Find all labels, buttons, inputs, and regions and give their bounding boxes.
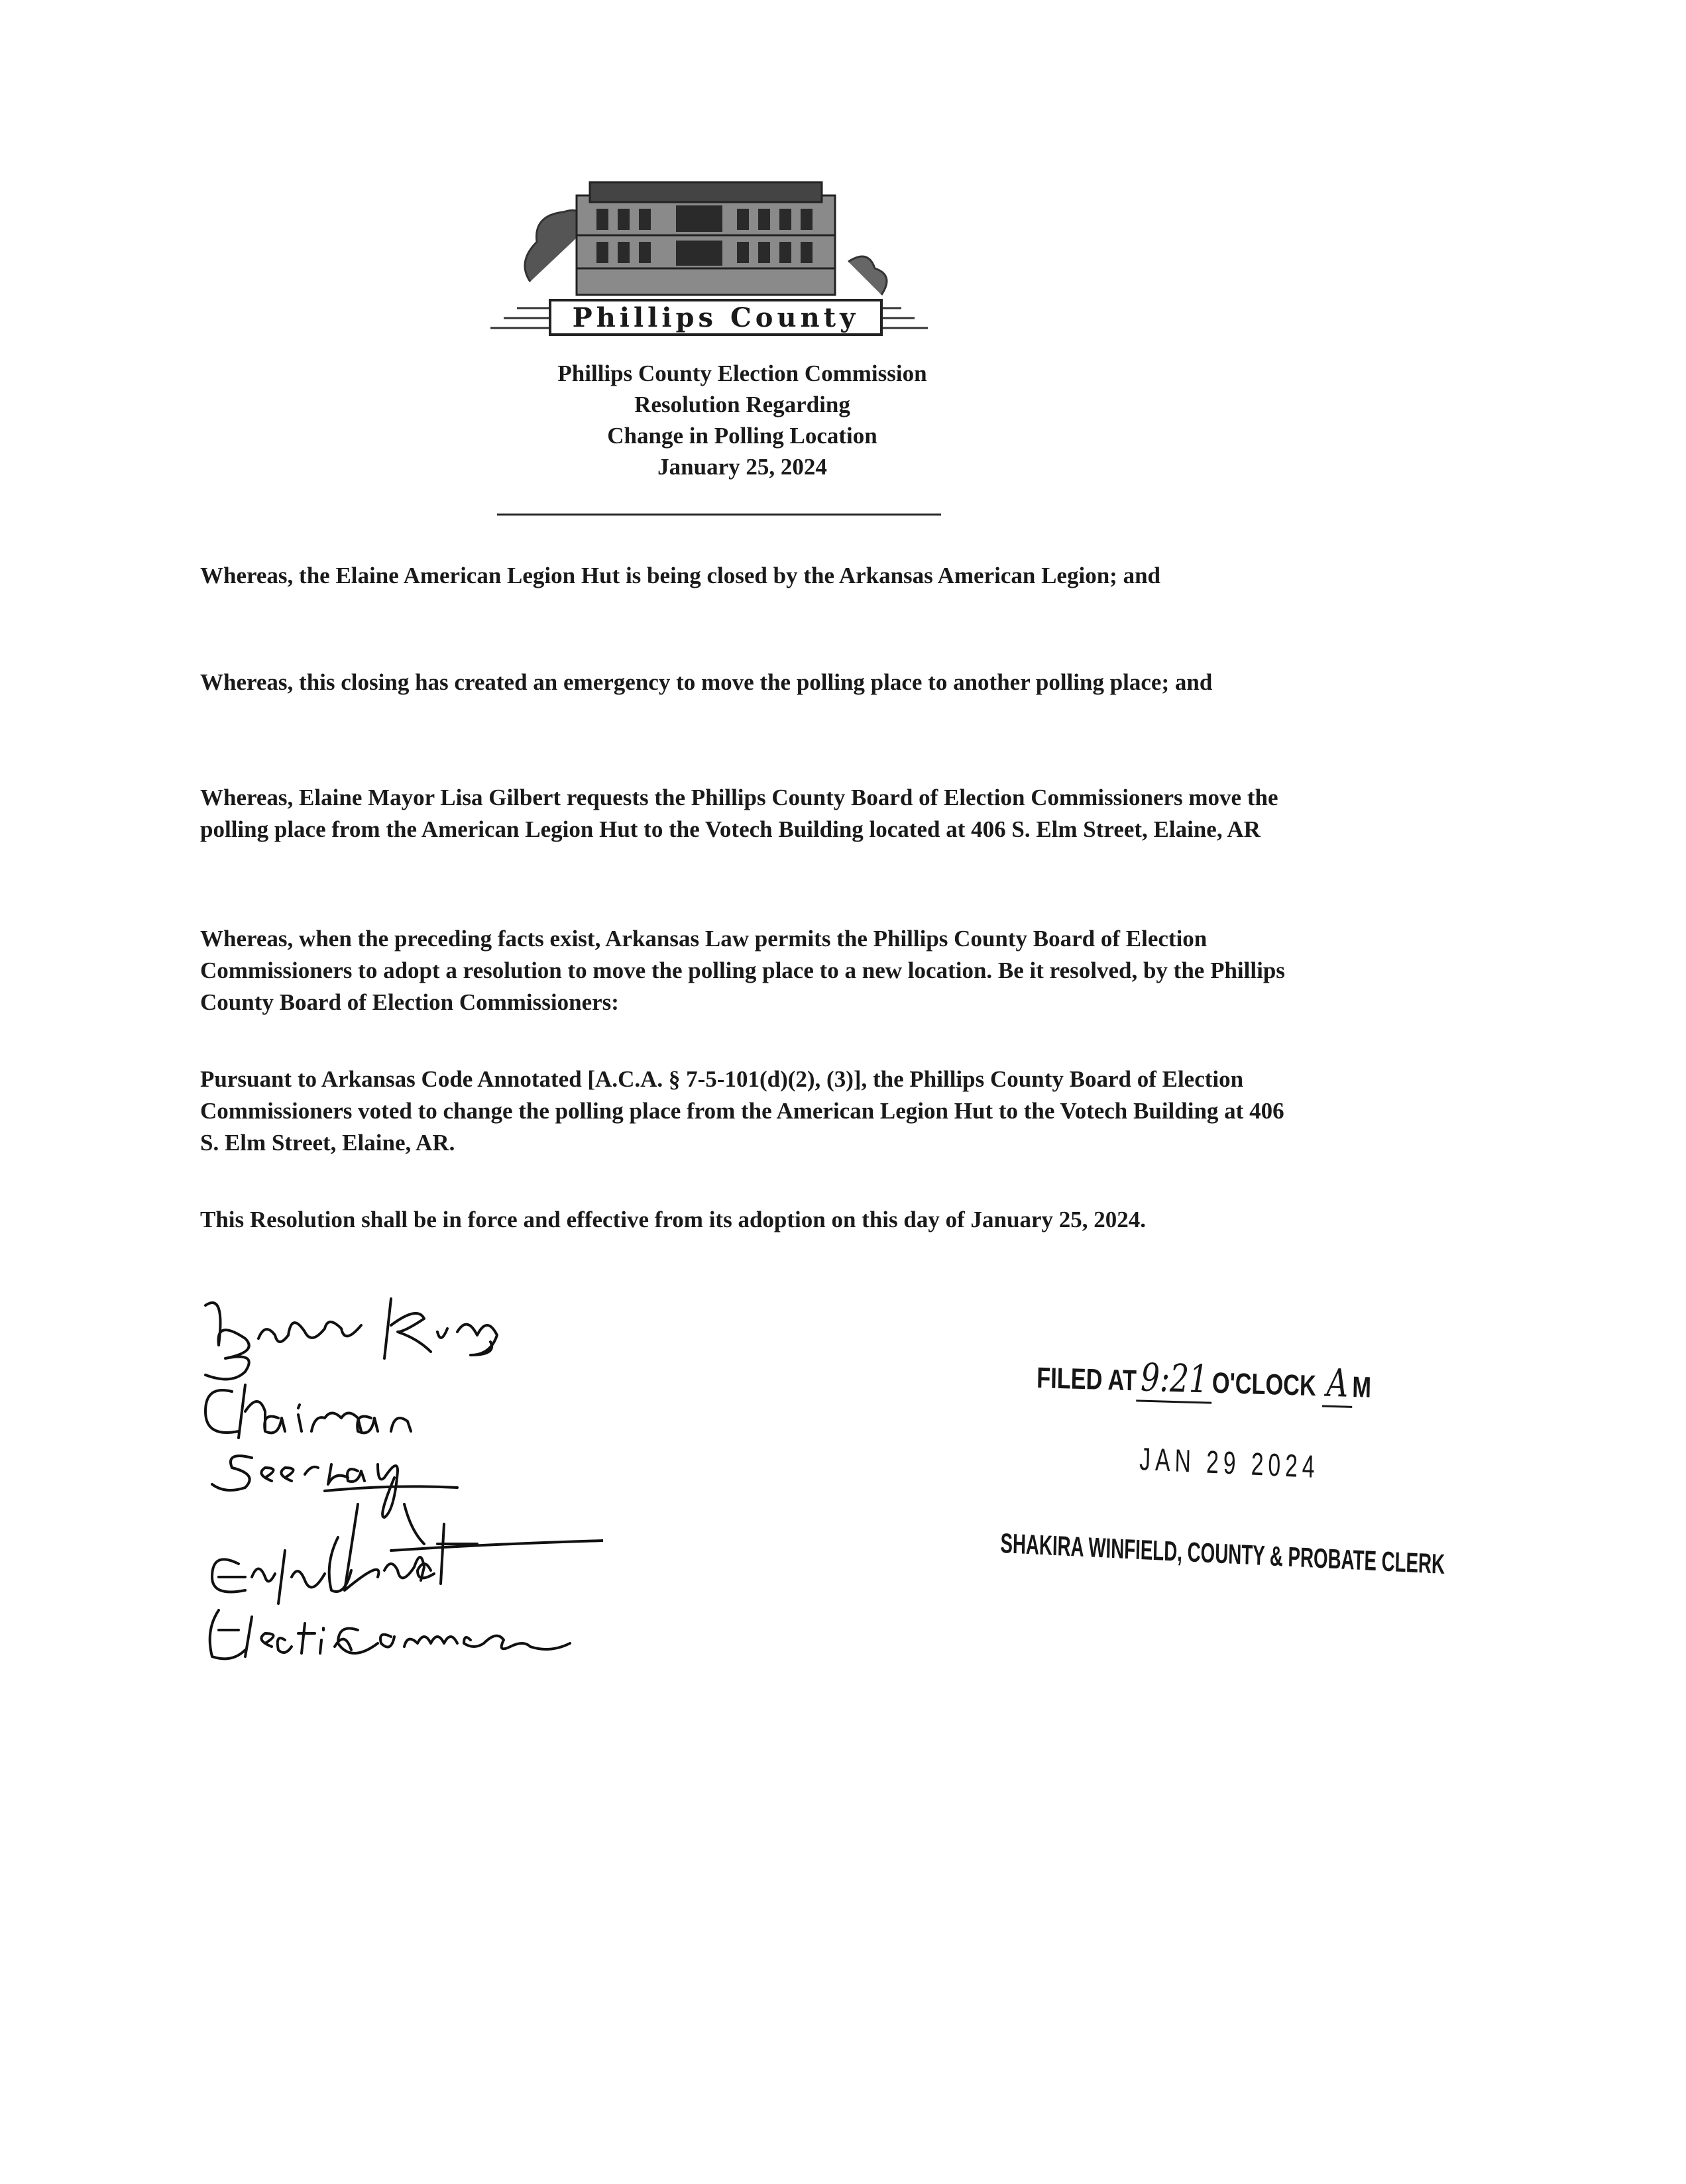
meridiem-handwritten: A — [1322, 1360, 1353, 1408]
paragraph-whereas-emergency: Whereas, this closing has created an emergency to move the polling place to another polling place; and — [200, 669, 1213, 695]
header-line-resolution: Resolution Regarding — [634, 392, 850, 417]
paragraph-pursuant: Pursuant to Arkansas Code Annotated [A.C.A. § 7-5-101(d)(2), (3)], the Phillips County Board of Election Commissioners voted to change the polling place from the American Legion Hut to the Votech Building at 406 S. Elm Street, Elaine, AR. — [200, 1066, 1284, 1156]
filed-time-handwritten: 9:21 — [1136, 1354, 1212, 1403]
oclock-label: O'CLOCK — [1211, 1366, 1317, 1403]
header-line-date: January 25, 2024 — [657, 454, 827, 480]
paragraph-effective: This Resolution shall be in force and effective from its adoption on this day of January 25, 2024. — [200, 1207, 1146, 1232]
signature-title-election-commissioner — [210, 1610, 570, 1659]
signature-evelyn-schmidt — [212, 1504, 603, 1604]
paragraph-whereas-request: Whereas, Elaine Mayor Lisa Gilbert requests the Phillips County Board of Election Commissioners move the polling place from the American Legion Hut to the Votech Building located at 406 S. Elm Street, Elaine, AR — [200, 785, 1278, 842]
paragraph-whereas-law: Whereas, when the preceding facts exist, Arkansas Law permits the Phillips County Board of Election Commissioners to adopt a resolution to move the polling place to a new location. Be it resolved, by the Phillips County Board of Election Commissioners: — [200, 926, 1285, 1015]
header-line-subject: Change in Polling Location — [607, 423, 877, 449]
meridiem-suffix: M — [1352, 1370, 1372, 1404]
signature-barbara-king — [205, 1299, 497, 1379]
logo-text: Phillips County — [572, 302, 860, 333]
header-divider — [497, 514, 941, 516]
phillips-county-courthouse-logo — [477, 169, 941, 341]
header-line-commission: Phillips County Election Commission — [557, 360, 927, 386]
signature-title-chairman — [205, 1385, 411, 1438]
paragraph-whereas-closing: Whereas, the Elaine American Legion Hut is being closed by the Arkansas American Legion; and — [200, 563, 1160, 588]
filed-date-stamp: JAN 29 2024 — [1139, 1441, 1320, 1486]
handwritten-signatures — [192, 1285, 603, 1696]
clerk-stamp: SHAKIRA WINFIELD, COUNTY & PROBATE CLERK — [1000, 1527, 1445, 1580]
document-header — [411, 358, 1074, 482]
filed-at-label: FILED AT — [1036, 1361, 1137, 1397]
signature-title-secretary — [212, 1456, 457, 1517]
filed-at-stamp — [1037, 1352, 1372, 1407]
